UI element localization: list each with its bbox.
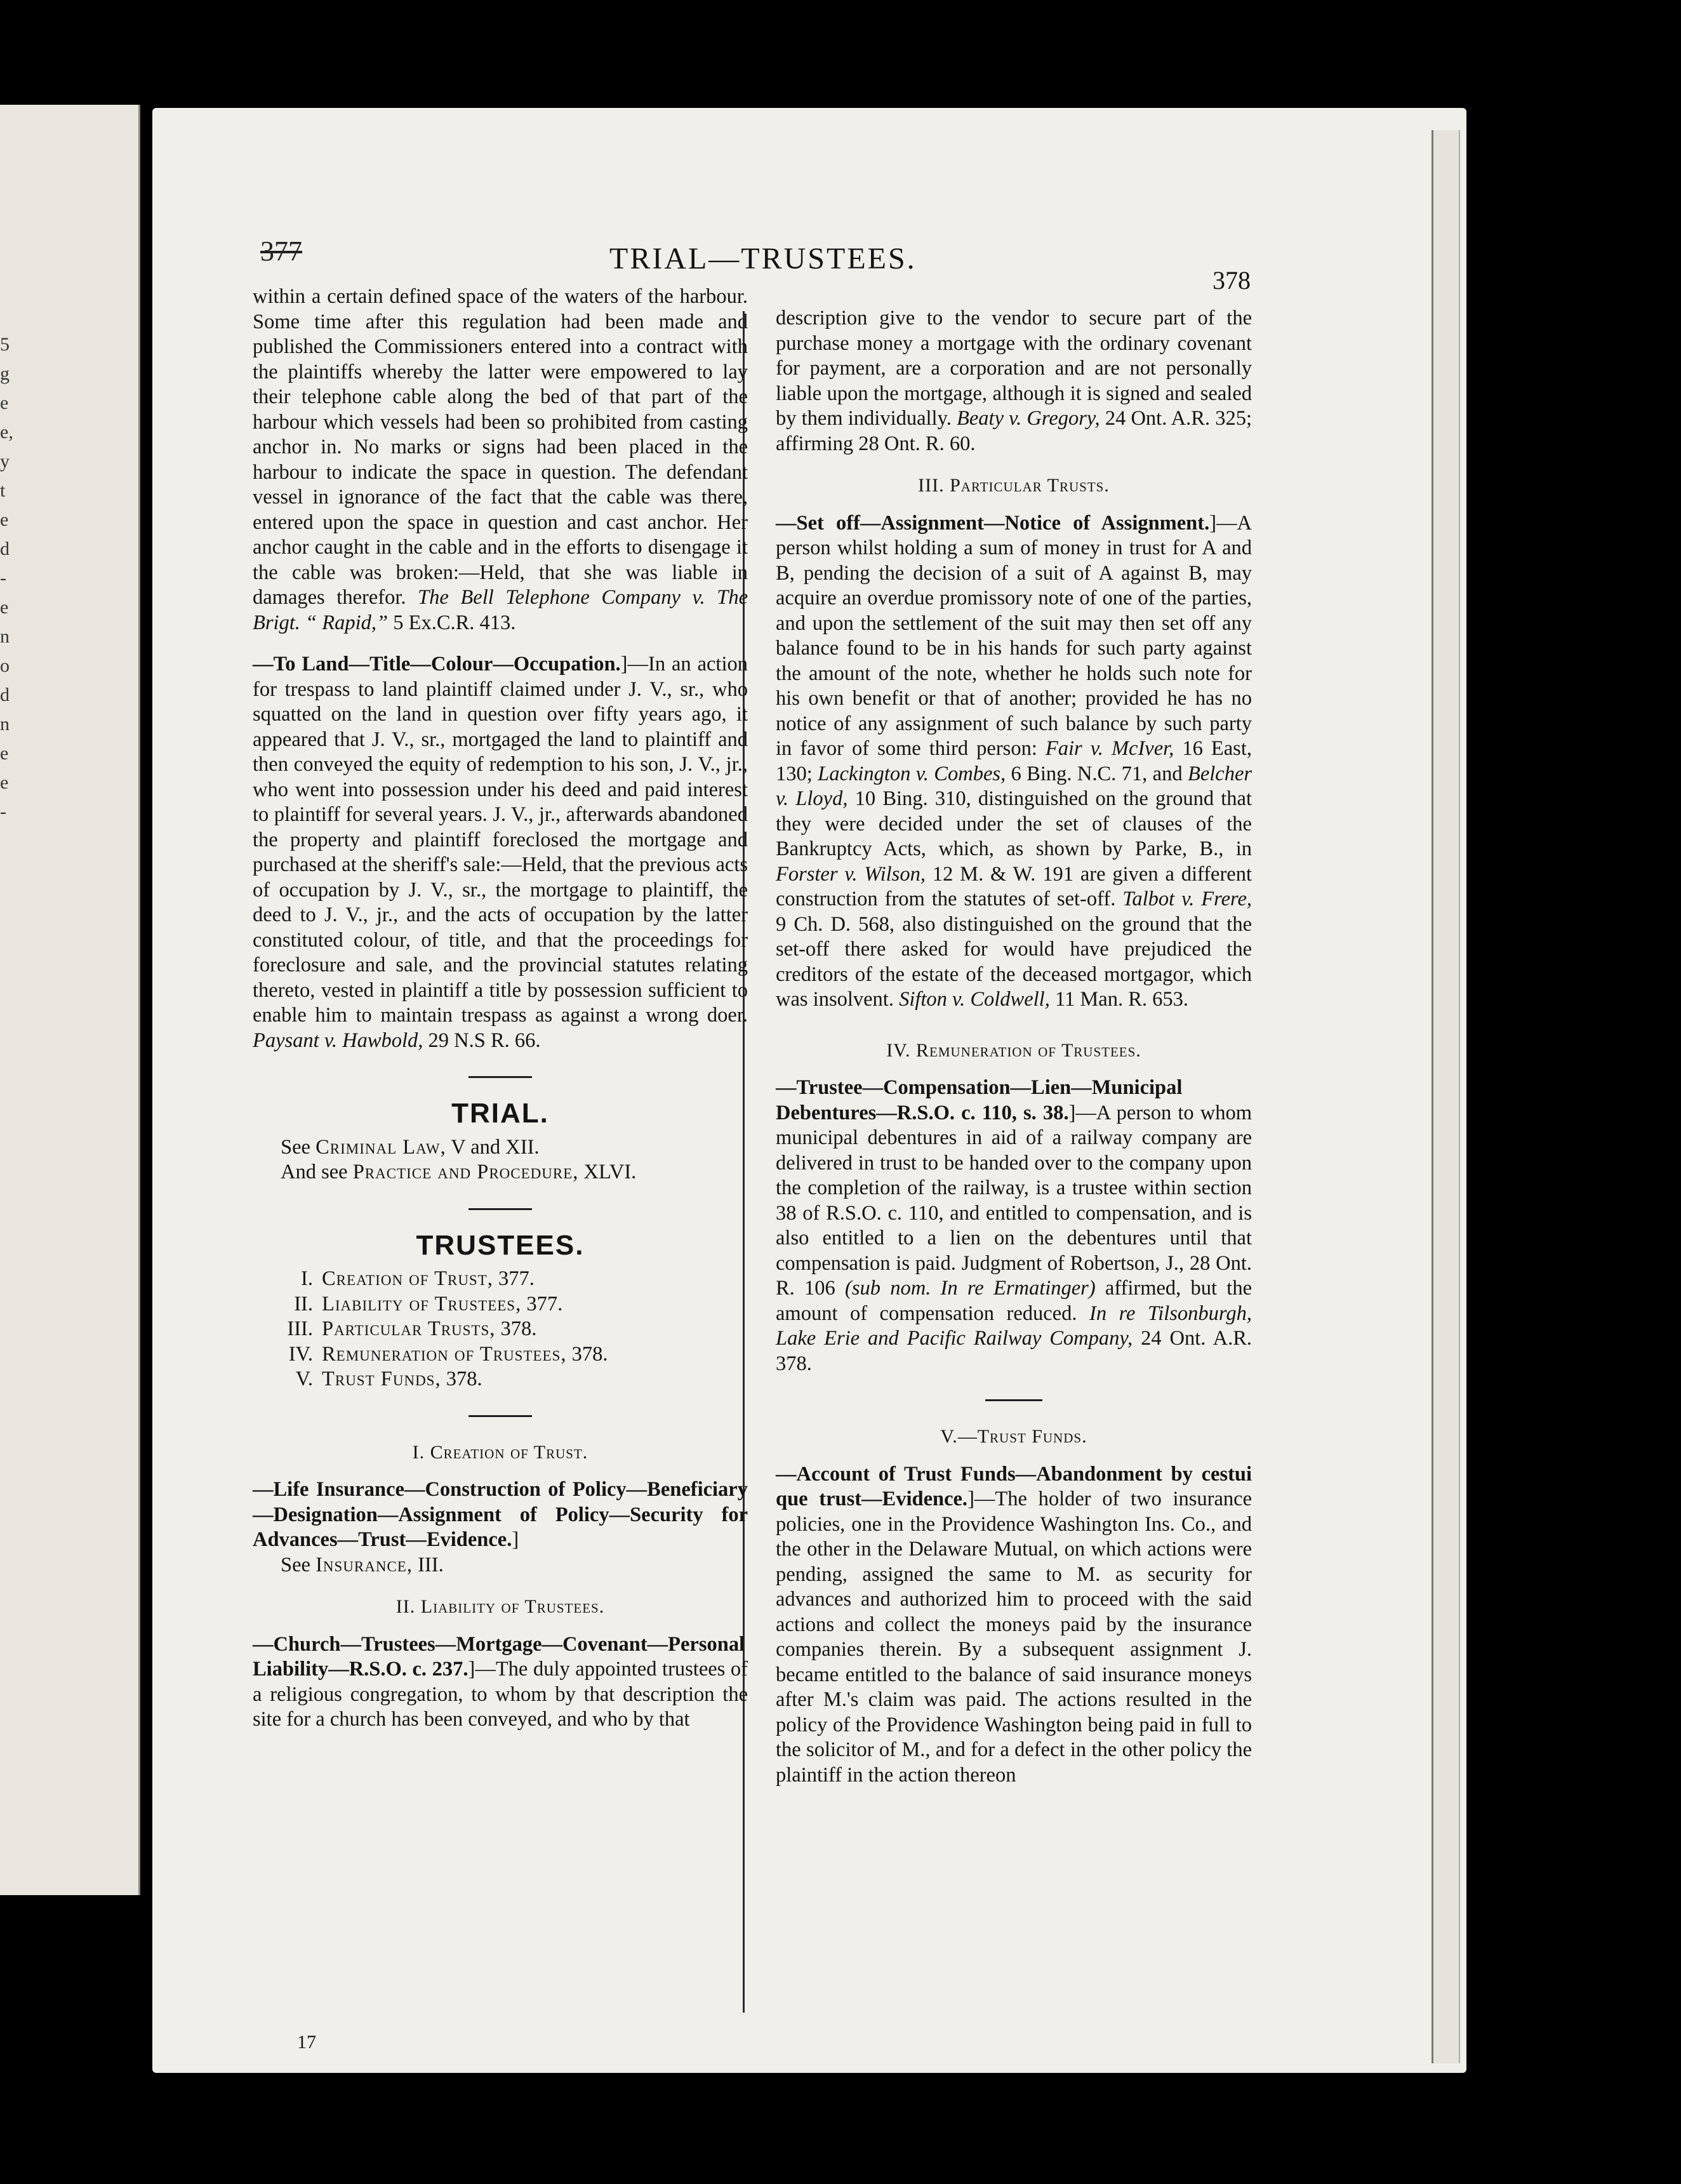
- trust-funds-heading: V.—Trust Funds.: [940, 1426, 1087, 1447]
- margin-letter: -: [0, 568, 6, 589]
- toc-entry: [253, 1342, 748, 1368]
- toc-number: IV.: [288, 1342, 313, 1366]
- section-rule: [468, 1415, 532, 1417]
- trial-heading: TRIAL.: [451, 1098, 549, 1129]
- toc-number: III.: [287, 1317, 313, 1340]
- land-title-paragraph: [253, 652, 748, 1053]
- toc-entry: [253, 1292, 748, 1317]
- margin-letter: e: [0, 509, 9, 530]
- toc-number: V.: [295, 1368, 313, 1390]
- printer-signature: 17: [297, 2032, 316, 2053]
- set-off-heading: —Set off—Assignment—Notice of Assignment.: [776, 511, 1210, 535]
- section-rule: [468, 1208, 532, 1210]
- particular-trusts-heading: III. Particular Trusts.: [918, 475, 1110, 496]
- section-rule: [985, 1399, 1042, 1401]
- harbour-case-text: within a certain defined space of the waters of the harbour. Some time after this regulation had been made and published the Commissioners entered into a contract with the plaintiffs whereby the latter were empowered to lay their telephone cable along the bed of that part of the harbour which vessels had been so prohibited from casting anchor in. No marks or signs had been placed in the harbour to indicate the space in question. The defendant vessel in ignorance of the fact that the cable was there, entered upon the space in question and cast anchor. Her anchor caught in the cable and in the efforts to disengage it the cable was broken:—Held, that she was liable in damages therefor.: [253, 285, 748, 609]
- section-rule: [468, 1076, 532, 1078]
- life-insurance-heading: —Life Insurance—Construction of Policy—Beneficiary—Designation—Assignment of Policy—Security for Advances—Trust—Evidence.: [253, 1478, 748, 1551]
- see-insurance: See Insurance, III.: [281, 1553, 444, 1576]
- margin-letter: o: [0, 655, 10, 676]
- page-edge-frame: [1432, 130, 1460, 2063]
- trustees-contents: [253, 1267, 748, 1392]
- compensation-paragraph: —Trustee—Compensation—Lien—Municipal Debentures—R.S.O. c. 110, s. 38.]—A person to whom municipal debentures in aid of a railway company are delivered in trust to be handed over to the company upon the completion of the railway, is a trustee within section 38 of R.S.O. c. 110, and entitled to compensation, and is also entitled to a lien on the debentures until that compensation is paid. Judgment of Robertson, J., 28 Ont. R. 106 (sub nom. In re Ermatinger) affirmed, but the amount of compensation reduced. In re Tilsonburgh, Lake Erie and Pacific Railway Company, 24 Ont. A.R. 378.: [776, 1076, 1252, 1375]
- toc-page: 378.: [441, 1368, 482, 1390]
- margin-letter: -: [0, 801, 6, 822]
- margin-letter: e: [0, 597, 9, 618]
- land-title-citation: 29 N.S R. 66.: [423, 1029, 541, 1052]
- right-column: [776, 306, 1252, 1788]
- harbour-case-paragraph: [253, 284, 748, 636]
- margin-letter: e,: [0, 422, 13, 443]
- toc-page: 377.: [493, 1267, 535, 1290]
- toc-label: Remuneration of Trustees,: [322, 1342, 567, 1366]
- toc-page: 377.: [521, 1292, 563, 1315]
- beaty-case-name: Beaty v. Gregory,: [957, 407, 1100, 430]
- margin-letter: d: [0, 684, 10, 705]
- land-title-text: ]—In an action for trespass to land plaintiff claimed under J. V., sr., who squatted on the land in question over fifty years ago, it appeared that J. V., sr., mortgaged the land to plaintiff and then conveyed the equity of redemption to his son, J. V., jr., who went into possession under his deed and paid interest to plaintiff for several years. J. V., jr., afterwards abandoned the property and plaintiff foreclosed the mortgage and purchased at the sheriff's sale:—Held, that the previous acts of occupation by J. V., sr., the mortgage to plaintiff, the deed to J. V., jr., and the acts of occupation by the latter constituted colour, of title, and that the proceedings for foreclosure and sale, and the provincial statutes relating thereto, vested in plaintiff a title by possession sufficient to enable him to maintain trespass as against a wrong doer.: [253, 653, 748, 1027]
- compensation-heading: —Trustee—Compensation—Lien—Municipal Debentures—R.S.O. c. 110, s. 38.: [776, 1076, 1183, 1124]
- toc-page: 378.: [495, 1317, 537, 1340]
- margin-letter: e: [0, 772, 9, 793]
- margin-letter: t: [0, 480, 6, 501]
- previous-page-edge: [0, 105, 140, 1895]
- margin-letter: y: [0, 451, 10, 472]
- toc-entry: [253, 1317, 748, 1342]
- margin-letter: 5: [0, 334, 10, 355]
- margin-letter: d: [0, 538, 10, 559]
- church-trustees-heading: —Church—Trustees—Mortgage—Covenant—Personal Liability—R.S.O. c. 237.: [253, 1632, 745, 1681]
- harbour-case-name: The Bell Telephone Company v. The Brigt. “ Rapid,”: [253, 586, 748, 634]
- toc-entry: [253, 1367, 748, 1392]
- remuneration-heading: IV. Remuneration of Trustees.: [886, 1039, 1141, 1061]
- toc-number: I.: [301, 1267, 313, 1290]
- toc-label: Trust Funds,: [322, 1368, 441, 1390]
- liability-of-trustees-heading: II. Liability of Trustees.: [395, 1596, 605, 1617]
- toc-number: II.: [294, 1292, 313, 1315]
- land-title-case-name: Paysant v. Hawbold,: [253, 1029, 423, 1052]
- set-off-paragraph: —Set off—Assignment—Notice of Assignment.]—A person whilst holding a sum of money in trust for A and B, pending the decision of a suit of A against B, may acquire an overdue promissory note of one of the parties, and upon the settlement of the suit may then set off any balance found to be in his hands for such party against the amount of the note, whether he holds such note for his own benefit or that of another; provided he has no notice of any assignment of such balance by such party in favor of some third person: Fair v. McIver, 16 East, 130; Lackington v. Combes, 6 Bing. N.C. 71, and Belcher v. Lloyd, 10 Bing. 310, distinguished on the ground that they were decided under the set of clauses of the Bankruptcy Acts, which, as shown by Parke, B., in Forster v. Wilson, 12 M. & W. 191 are given a different construction from the statutes of set-off. Talbot v. Frere, 9 Ch. D. 568, also distinguished on the ground that the set-off there asked for would have prejudiced the creditors of the estate of the deceased mortgagor, which was insolvent. Sifton v. Coldwell, 11 Man. R. 653.: [776, 511, 1252, 1011]
- right-page-number: 378: [1213, 266, 1251, 295]
- toc-entry: [253, 1267, 748, 1292]
- previous-page-margin-letters: [0, 330, 15, 827]
- church-continuation-paragraph: description give to the vendor to secure part of the purchase money a mortgage with the ordinary covenant for payment, are a corporation and are not personally liable upon the mortgage, although it is signed and sealed by them individually. Beaty v. Gregory, 24 Ont. A.R. 325; affirming 28 Ont. R. 60.: [776, 307, 1252, 455]
- margin-letter: n: [0, 714, 10, 735]
- trust-funds-paragraph: —Account of Trust Funds—Abandonment by cestui que trust—Evidence.]—The holder of two insurance policies, one in the Providence Washington Ins. Co., and the other in the Delaware Mutual, on which actions were pending, assigned the same to M. as security for advances and authorized him to proceed with the said actions and collect the moneys paid by the insurance companies therein. By a subsequent assignment J. became entitled to the balance of said insurance moneys after M.'s claim was paid. The actions resulted in the policy of the Providence Washington being paid in full to the solicitor of M., and for a defect in the other policy the plaintiff in the action thereon: [776, 1462, 1252, 1787]
- toc-label: Particular Trusts,: [322, 1317, 496, 1340]
- toc-page: 378.: [566, 1342, 608, 1366]
- harbour-case-citation: 5 Ex.C.R. 413.: [388, 611, 516, 634]
- creation-of-trust-heading: I. Creation of Trust.: [412, 1441, 588, 1463]
- church-trustees-paragraph: [253, 1632, 748, 1733]
- church-trustees-text: ]—The duly appointed trustees of a religious congregation, to whom by that description the site for a church has been conveyed, and who by that: [253, 1658, 748, 1731]
- running-head: TRIAL—TRUSTEES.: [609, 242, 917, 276]
- toc-label: Creation of Trust,: [322, 1267, 493, 1290]
- land-title-heading: —To Land—Title—Colour—Occupation.: [253, 653, 621, 676]
- margin-letter: g: [0, 363, 10, 384]
- toc-label: Liability of Trustees,: [322, 1292, 522, 1315]
- left-page-number: 377: [260, 236, 302, 267]
- margin-letter: e: [0, 743, 9, 764]
- trial-see-practice: And see Practice and Procedure, XLVI.: [281, 1161, 637, 1183]
- margin-letter: n: [0, 626, 10, 647]
- trustees-heading: TRUSTEES.: [416, 1229, 585, 1261]
- life-insurance-paragraph: —Life Insurance—Construction of Policy—Beneficiary—Designation—Assignment of Policy—Security for Advances—Trust—Evidence.]: [253, 1478, 748, 1551]
- margin-letter: e: [0, 392, 9, 413]
- trust-funds-case-heading: —Account of Trust Funds—Abandonment by cestui que trust—Evidence.: [776, 1462, 1252, 1510]
- left-column: [253, 284, 748, 1733]
- trial-see-criminal-law: See Criminal Law, V and XII.: [281, 1135, 540, 1159]
